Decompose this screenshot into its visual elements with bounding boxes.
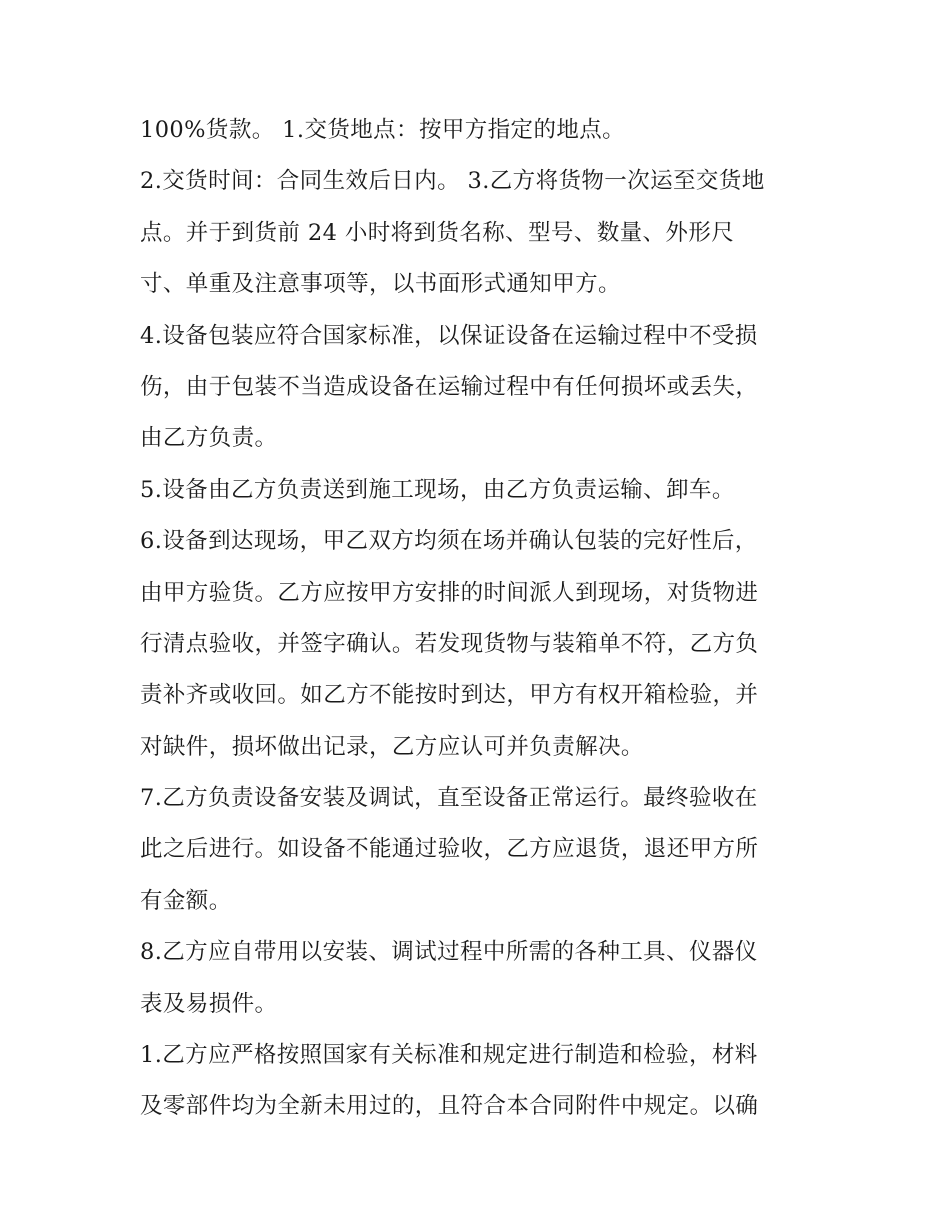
text-line: 6.设备到达现场，甲乙双方均须在场并确认包装的完好性后， — [140, 528, 758, 555]
text-line: 责补齐或收回。如乙方不能按时到达，甲方有权开箱检验，并 — [140, 682, 759, 709]
text-line: 表及易损件。 — [140, 990, 278, 1017]
text-line: 由甲方验货。乙方应按甲方安排的时间派人到现场，对货物进 — [140, 579, 759, 606]
text-line: 100%货款。 1.交货地点：按甲方指定的地点。 — [140, 117, 626, 143]
text-line: 寸、单重及注意事项等，以书面形式通知甲方。 — [140, 271, 621, 298]
text-line: 8.乙方应自带用以安装、调试过程中所需的各种工具、仪器仪 — [140, 939, 758, 966]
text-line: 5.设备由乙方负责送到施工现场，由乙方负责运输、卸车。 — [140, 476, 735, 503]
text-line: 有金额。 — [140, 887, 232, 914]
text-line: 行清点验收，并签字确认。若发现货物与装箱单不符，乙方负 — [140, 630, 759, 657]
text-line: 1.乙方应严格按照国家有关标准和规定进行制造和检验，材料 — [140, 1042, 758, 1069]
text-line: 2.交货时间：合同生效后日内。 3.乙方将货物一次运至交货地 — [140, 168, 765, 195]
text-line: 此之后进行。如设备不能通过验收，乙方应退货，退还甲方所 — [140, 836, 759, 863]
text-line: 及零部件均为全新未用过的，且符合本合同附件中规定。以确 — [140, 1093, 759, 1120]
text-line: 对缺件，损坏做出记录，乙方应认可并负责解决。 — [140, 733, 644, 760]
text-line: 伤，由于包装不当造成设备在运输过程中有任何损坏或丢失， — [140, 373, 759, 400]
text-line: 4.设备包装应符合国家标准，以保证设备在运输过程中不受损 — [140, 322, 758, 349]
text-line: 7.乙方负责设备安装及调试，直至设备正常运行。最终验收在 — [140, 785, 758, 812]
text-line: 由乙方负责。 — [140, 425, 278, 452]
document-body — [140, 108, 820, 1136]
text-line: 点。并于到货前 24 小时将到货名称、型号、数量、外形尺 — [140, 219, 735, 246]
